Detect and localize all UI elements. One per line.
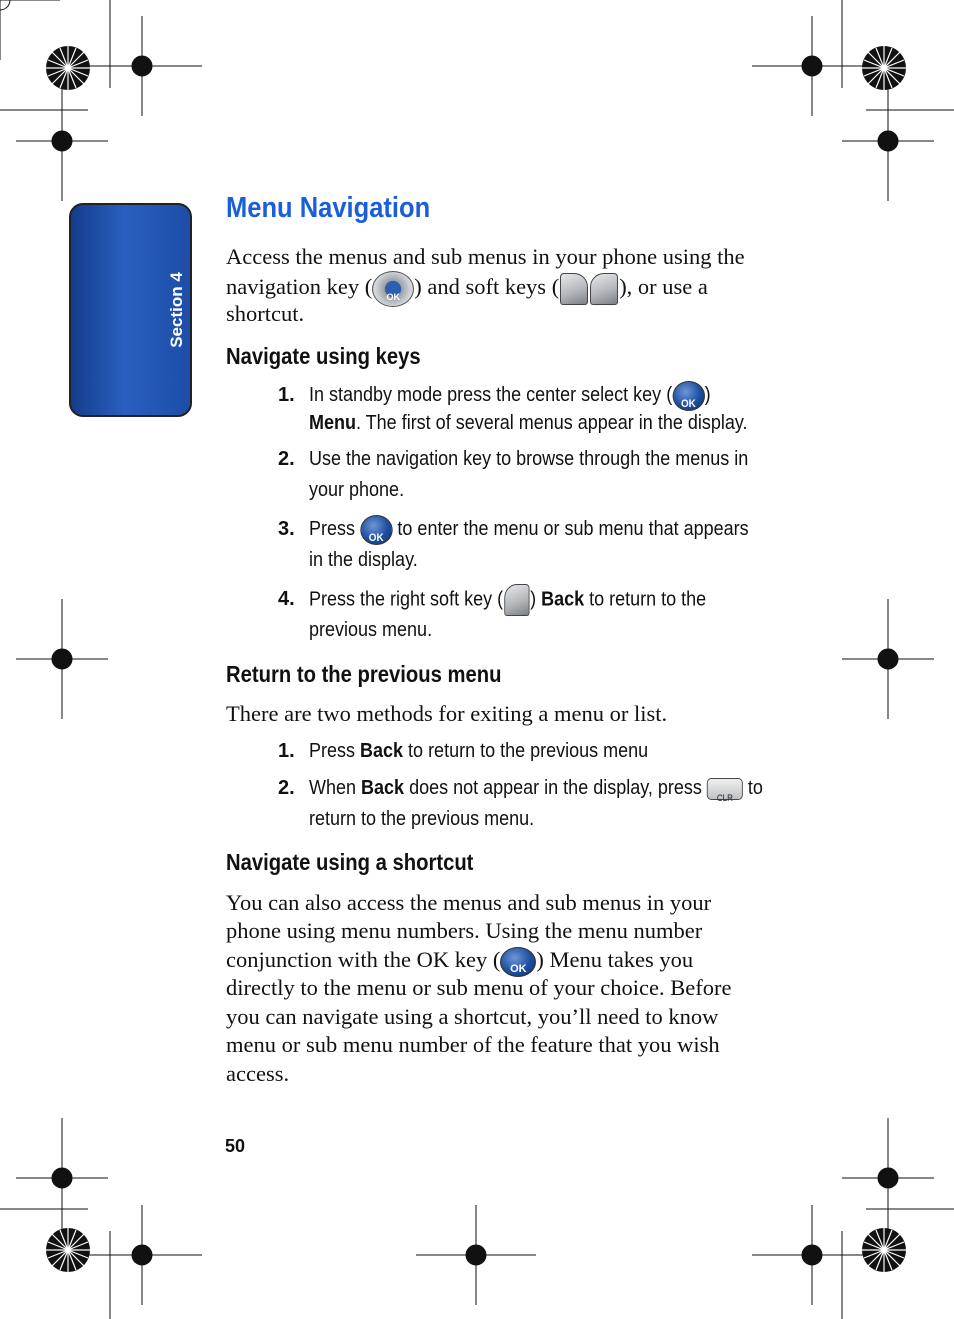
left-soft-key-icon <box>560 273 588 305</box>
intro-line-3: shortcut. <box>226 301 305 326</box>
list-item: your phone. <box>309 479 405 501</box>
page-title: Menu Navigation <box>226 192 431 224</box>
item-bold-text: Back <box>360 740 404 762</box>
list-item <box>309 380 711 411</box>
list-item: return to the previous menu. <box>309 808 535 830</box>
return-intro: There are two methods for exiting a menu or list. <box>226 701 668 726</box>
item-text: to return to the previous menu <box>403 740 649 762</box>
list-item <box>309 773 763 803</box>
shortcut-line: phone using menu numbers. Using the menu number <box>226 918 703 943</box>
item-text: When <box>309 777 362 799</box>
list-item-number: 4. <box>278 588 295 610</box>
intro-line-1: Access the menus and sub menus in your phone using the <box>226 244 745 269</box>
shortcut-text: conjunction with the OK key ( <box>226 947 501 972</box>
section-tab-label: Section 4 <box>167 272 186 348</box>
item-text: to <box>742 777 763 799</box>
right-soft-key-icon <box>590 273 618 305</box>
item-text: to enter the menu or sub menu that appears <box>392 518 749 540</box>
list-item-number: 3. <box>278 518 295 540</box>
item-text: Press <box>309 740 361 762</box>
list-item: Use the navigation key to browse through the menus in <box>309 448 749 470</box>
item-text: does not appear in the display, press <box>404 777 707 799</box>
intro-text: ) and soft keys ( <box>414 274 560 300</box>
item-text: ) <box>530 588 542 611</box>
list-item <box>309 408 748 438</box>
heading-return-menu: Return to the previous menu <box>226 661 502 687</box>
clear-key-icon <box>707 778 743 800</box>
shortcut-line: directly to the menu or sub menu of your choice. Before <box>226 975 732 1000</box>
right-soft-key-icon <box>504 584 529 616</box>
heading-shortcut: Navigate using a shortcut <box>226 849 474 875</box>
list-item <box>309 514 749 545</box>
heading-navigate-keys: Navigate using keys <box>226 343 421 369</box>
list-item: in the display. <box>309 549 418 571</box>
navigation-key-icon <box>372 271 414 307</box>
item-bold-text: Back <box>541 588 585 611</box>
list-item-number: 1. <box>278 740 295 762</box>
list-item-number: 1. <box>278 384 295 406</box>
intro-text: navigation key ( <box>226 274 373 300</box>
shortcut-line: access. <box>226 1061 290 1086</box>
shortcut-line: you can navigate using a shortcut, you’ll need to know <box>226 1004 719 1029</box>
item-text: . The first of several menus appear in the display. <box>355 412 748 434</box>
item-text: Press <box>309 518 361 540</box>
list-item <box>309 736 648 766</box>
shortcut-text: ) Menu takes you <box>536 947 694 972</box>
ok-key-icon <box>672 381 704 411</box>
list-item <box>309 584 706 616</box>
item-text: ) <box>704 384 711 406</box>
list-item-number: 2. <box>278 777 295 799</box>
shortcut-line <box>226 946 693 977</box>
item-bold-text: Menu <box>309 412 356 434</box>
shortcut-line: You can also access the menus and sub menus in your <box>226 890 712 915</box>
intro-text: ), or use a <box>619 274 708 300</box>
shortcut-line: menu or sub menu number of the feature that you wish <box>226 1032 720 1057</box>
item-bold-text: Back <box>361 777 405 799</box>
ok-key-icon <box>500 947 536 977</box>
item-text: Press the right soft key ( <box>309 588 504 611</box>
list-item-number: 2. <box>278 448 295 470</box>
item-text: In standby mode press the center select key ( <box>309 384 673 406</box>
page-number: 50 <box>225 1136 246 1156</box>
item-text: to return to the <box>584 588 707 611</box>
ok-key-icon <box>360 515 392 545</box>
list-item: previous menu. <box>309 619 433 641</box>
